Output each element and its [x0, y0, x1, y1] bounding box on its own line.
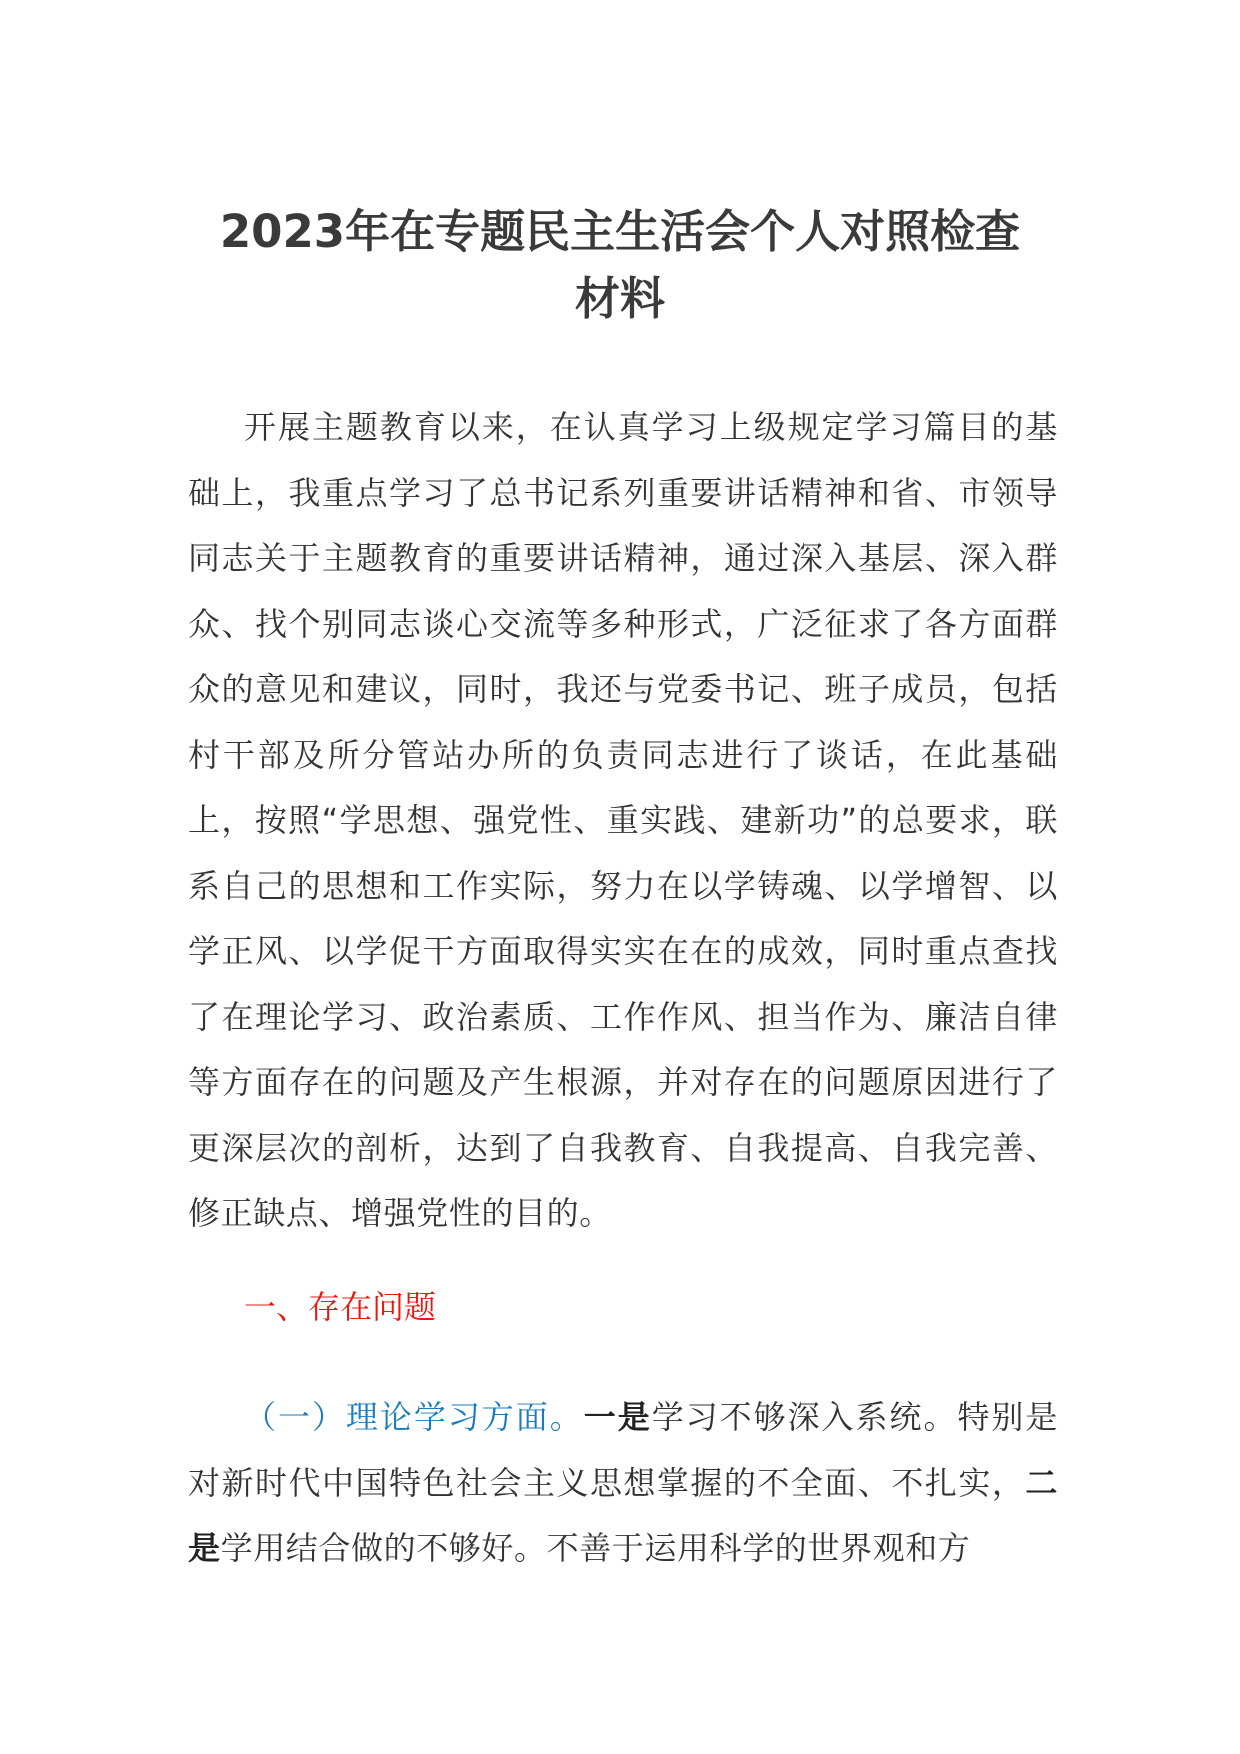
- subsection-paragraph: [188, 1385, 1058, 1582]
- section-heading: 一、存在问题: [244, 1288, 437, 1326]
- subsection-title: （一）理论学习方面。: [244, 1398, 584, 1436]
- point-2-label: 二是: [188, 1463, 1058, 1567]
- point-2-text: 学用结合做的不够好。不善于运用科学的世界观和方: [220, 1529, 971, 1567]
- title-line-1: 2023年在专题民主生活会个人对照检查: [219, 205, 1021, 258]
- point-1-label: 一是: [583, 1398, 652, 1436]
- document-title: [150, 198, 1090, 332]
- title-line-2: 材料: [574, 272, 665, 325]
- intro-paragraph: 开展主题教育以来，在认真学习上级规定学习篇目的基础上，我重点学习了总书记系列重要讲话精神和省、市领导同志关于主题教育的重要讲话精神，通过深入基层、深入群众、找个别同志谈心交流等多种形式，广泛征求了各方面群众的意见和建议，同时，我还与党委书记、班子成员，包括村干部及所分管站办所的负责同志进行了谈话，在此基础上，按照“学思想、强党性、重实践、建新功”的总要求，联系自己的思想和工作实际，努力在以学铸魂、以学增智、以学正风、以学促干方面取得实实在在的成效，同时重点查找了在理论学习、政治素质、工作作风、担当作为、廉洁自律等方面存在的问题及产生根源，并对存在的问题原因进行了更深层次的剖析，达到了自我教育、自我提高、自我完善、修正缺点、增强党性的目的。: [188, 408, 1058, 1232]
- point-1-text: 学习不够深入系统。特别是对新时代中国特色社会主义思想掌握的不全面、不扎实，: [188, 1398, 1058, 1502]
